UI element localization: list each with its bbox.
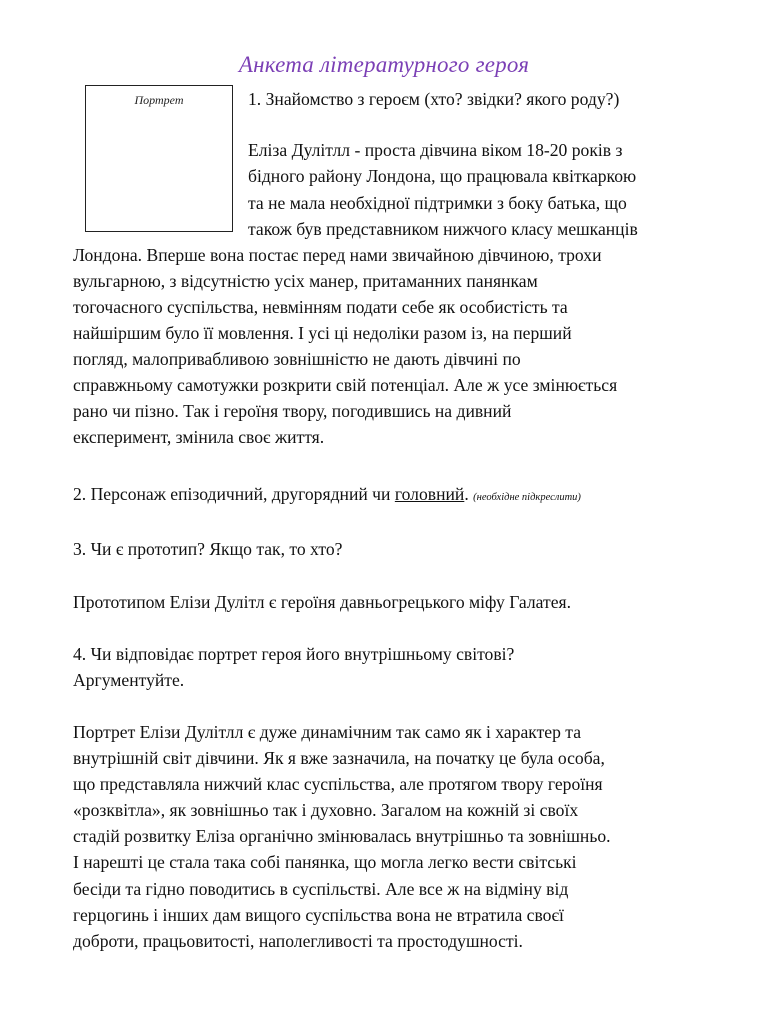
- answer-4-line: стадій розвитку Еліза органічно змінювалась внутрішньо та зовнішньо.: [73, 826, 611, 846]
- portrait-box: [85, 85, 233, 232]
- question-2: [73, 481, 581, 511]
- portrait-label: Портрет: [134, 93, 184, 107]
- answer-1-line: погляд, малопривабливою зовнішністю не дають дівчині по: [73, 349, 521, 369]
- answer-1-line: тогочасного суспільства, невмінням подати себе як особистість та: [73, 297, 568, 317]
- answer-1-line: Лондона. Вперше вона постає перед нами звичайною дівчиною, трохи: [73, 245, 602, 265]
- answer-1-line: найшіршим було її мовлення. І усі ці недоліки разом із, на перший: [73, 323, 572, 343]
- question-4-line: 4. Чи відповідає портрет героя його внутрішньому світові?: [73, 644, 515, 664]
- answer-1-line: Еліза Дулітлл - проста дівчина віком 18-20 років з: [248, 140, 623, 160]
- answer-1-line: рано чи пізно. Так і героїня твору, погодившись на дивний: [73, 401, 512, 421]
- answer-4-line: І нарешті це стала така собі панянка, що могла легко вести світські: [73, 852, 577, 872]
- question-1: 1. Знайомство з героєм (хто? звідки? якого роду?): [248, 89, 620, 109]
- answer-4-line: бесіди та гідно поводитись в суспільстві. Але все ж на відміну від: [73, 879, 569, 899]
- question-2-period: .: [464, 484, 469, 504]
- answer-3: Прототипом Елізи Дулітл є героїня давньогрецького міфу Галатея.: [73, 592, 572, 612]
- document-title: Анкета літературного героя: [238, 52, 530, 77]
- question-4-line: Аргументуйте.: [73, 670, 185, 690]
- answer-4-line: Портрет Елізи Дулітлл є дуже динамічним так само як і характер та: [73, 722, 582, 742]
- answer-4-line: внутрішній світ дівчини. Як я вже зазначила, на початку це була особа,: [73, 748, 605, 768]
- answer-1-line: експеримент, змінила своє життя.: [73, 427, 325, 447]
- answer-1-line: та не мала необхідної підтримки з боку батька, що: [248, 193, 627, 213]
- answer-4-line: герцогинь і інших дам вищого суспільства вона не втратила своєї: [73, 905, 564, 925]
- answer-1-line: вульгарною, з відсутністю усіх манер, притаманних панянкам: [73, 271, 538, 291]
- answer-1-line: також був представником нижчого класу мешканців: [248, 219, 638, 239]
- question-2-selected-option: головний: [394, 484, 465, 504]
- question-3: 3. Чи є прототип? Якщо так, то хто?: [73, 539, 343, 559]
- question-2-note: (необхідне підкреслити): [473, 492, 581, 503]
- answer-4-line: доброти, працьовитості, наполегливості та простодушності.: [73, 931, 523, 951]
- answer-1-line: бідного району Лондона, що працювала квіткаркою: [248, 166, 637, 186]
- question-2-text: 2. Персонаж епізодичний, другорядний чи: [73, 484, 395, 504]
- answer-4-line: що представляла нижчий клас суспільства, але протягом твору героїня: [73, 774, 603, 794]
- answer-4-line: «розквітла», як зовнішньо так і духовно. Загалом на кожній зі своїх: [73, 800, 579, 820]
- answer-1-line: справжньому самотужки розкрити свій потенціал. Але ж усе змінюється: [73, 375, 618, 395]
